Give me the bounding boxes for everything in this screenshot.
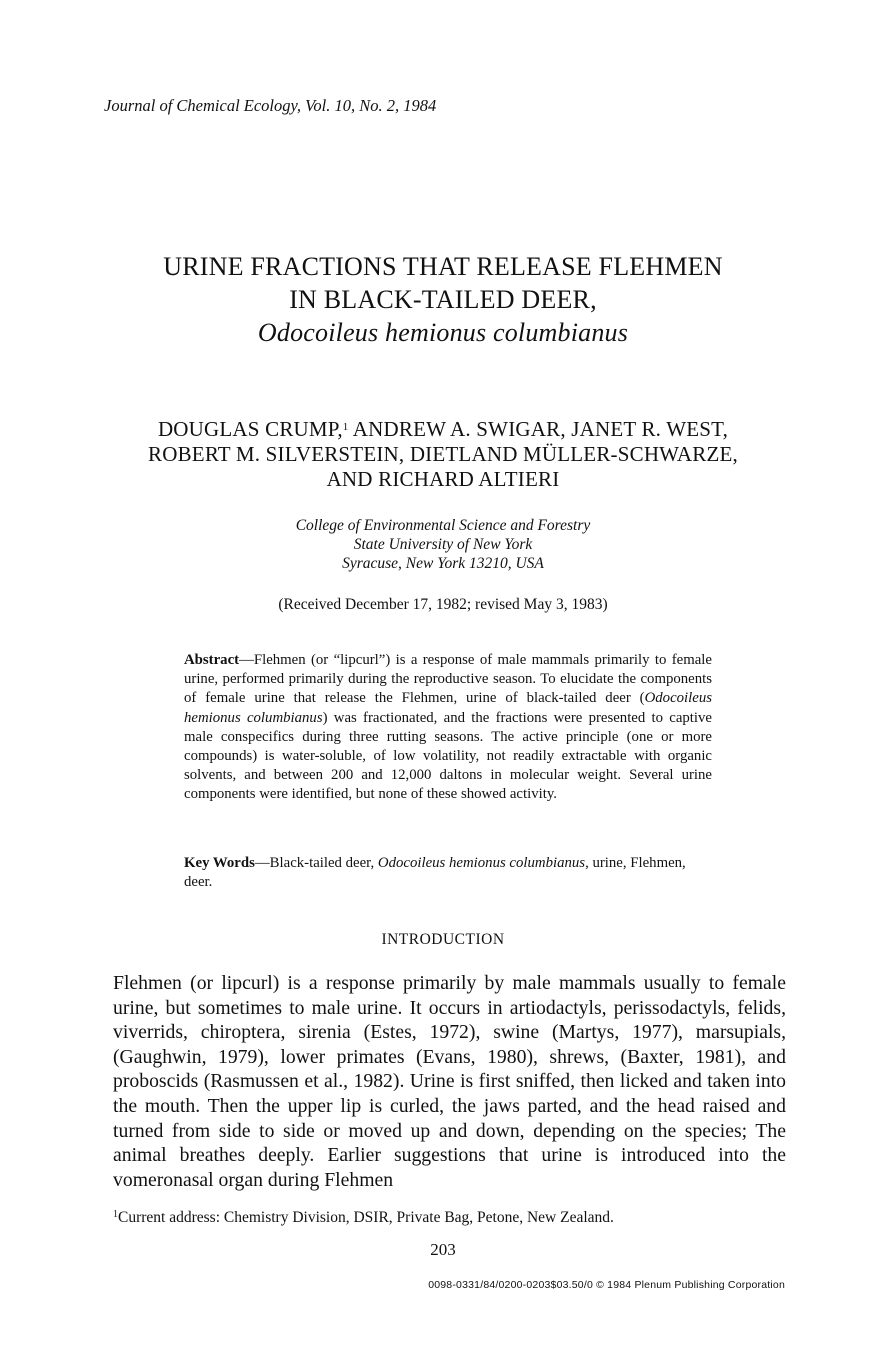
abstract-species: Odocoileus hemionus columbianus [184, 690, 712, 726]
authors-line-3: AND RICHARD ALTIERI [326, 467, 560, 491]
affiliation [0, 516, 886, 573]
abstract-text: —Flehmen (or “lipcurl”) is a response of male mammals primarily to female urine, performed primarily during the reproductive season. To elucidate the components of female urine that release the Flehmen, urine of black-tailed deer ( [184, 652, 712, 707]
page-number: 203 [430, 1240, 456, 1259]
author-crump: DOUGLAS CRUMP, [157, 417, 343, 441]
title-line-2: IN BLACK-TAILED DEER, [289, 285, 597, 314]
footnote [113, 1209, 614, 1227]
key-words [184, 854, 712, 892]
title-line-1: URINE FRACTIONS THAT RELEASE FLEHMEN [163, 252, 723, 281]
abstract [184, 651, 712, 805]
footnote-sup: 1 [113, 1209, 118, 1220]
keywords-species: Odocoileus hemionus columbianus [377, 855, 586, 871]
authors-line-1 [0, 417, 886, 442]
footnote-marker: 1 [342, 421, 349, 433]
abstract-label: Abstract [184, 652, 240, 668]
authors-line-1-rest: ANDREW A. SWIGAR, JANET R. WEST, [348, 417, 729, 441]
keywords-label: Key Words [184, 855, 255, 871]
affiliation-line-2: State University of New York [353, 536, 533, 553]
author-list [0, 417, 886, 492]
section-heading: INTRODUCTION [381, 931, 505, 948]
authors-line-2: ROBERT M. SILVERSTEIN, DIETLAND MÜLLER-SCHWARZE, [148, 442, 738, 466]
abstract-text-2: ) was fractionated, and the fractions were presented to captive male conspecifics during three rutting seasons. The active principle (one or more compounds) is water-soluble, of low volatility, not readily extractable with organic solvents, and between 200 and 12,000 daltons in molecular weight. Several urine components were identified, but none of these showed activity. [184, 709, 712, 803]
affiliation-line-1: College of Environmental Science and Forestry [295, 517, 591, 534]
introduction-paragraph: Flehmen (or lipcurl) is a response primarily by male mammals usually to female urine, but sometimes to male urine. It occurs in artiodactyls, perissodactyls, felids, viverrids, chiroptera, sirenia (Estes, 1972), swine (Martys, 1977), marsupials, (Gaughwin, 1979), lower primates (Evans, 1980), shrews, (Baxter, 1981), and proboscids (Rasmussen et al., 1982). Urine is first sniffed, then licked and taken into the mouth. Then the upper lip is curled, the jaws parted, and the head raised and turned from side to side or moved up and down, depending on the species; The animal breathes deeply. Earlier suggestions that urine is introduced into the vomeronasal organ during Flehmen [113, 972, 786, 1191]
received-dates: (Received December 17, 1982; revised May 3, 1983) [278, 596, 608, 613]
article-title [0, 250, 886, 349]
title-species: Odocoileus hemionus columbianus [257, 318, 629, 347]
copyright-line: 0098-0331/84/0200-0203$03.50/0 © 1984 Plenum Publishing Corporation [428, 1279, 785, 1291]
keywords-text-2: , urine, Flehmen, deer. [184, 855, 686, 891]
affiliation-line-3: Syracuse, New York 13210, USA [342, 555, 544, 572]
keywords-text: —Black-tailed deer, [254, 855, 378, 871]
footnote-text: Current address: Chemistry Division, DSIR, Private Bag, Petone, New Zealand. [118, 1209, 614, 1226]
journal-citation: Journal of Chemical Ecology, Vol. 10, No. 2, 1984 [104, 96, 437, 115]
